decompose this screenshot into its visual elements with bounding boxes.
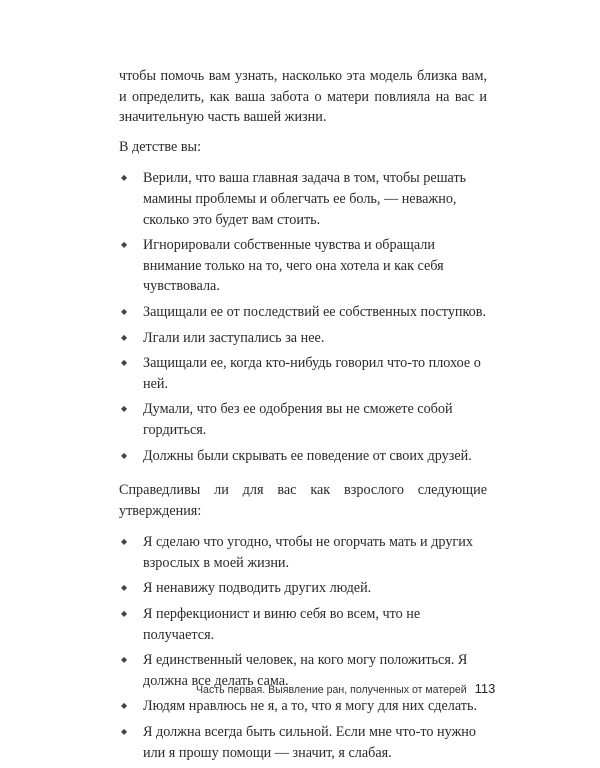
footer-section-title: Часть первая. Выявление ран, полученных от матерей: [196, 684, 467, 696]
list-item: [119, 328, 487, 349]
list-item: [119, 302, 487, 323]
diamond-bullet-icon: ◆: [121, 701, 128, 711]
list-item: [119, 168, 487, 230]
diamond-bullet-icon: ◆: [121, 609, 128, 619]
list-item: [119, 722, 487, 763]
intro-paragraph: чтобы помочь вам узнать, насколько эта модель близка вам, и определить, как ваша забота о матери повлияла на вас и значительную часть вашей жизни.: [119, 68, 487, 126]
childhood-heading: В детстве вы:: [119, 138, 202, 155]
list-item-text: Должны были скрывать ее поведение от своих друзей.: [143, 447, 472, 464]
list-item-text: Защищали ее от последствий ее собственных поступков.: [143, 303, 487, 320]
diamond-bullet-icon: ◆: [121, 583, 128, 593]
diamond-bullet-icon: ◆: [121, 655, 128, 665]
list-item: [119, 532, 487, 573]
list-item-text: Лгали или заступались за нее.: [143, 329, 325, 346]
list-item-text: Думали, что без ее одобрения вы не сможете собой гордиться.: [143, 401, 453, 438]
list-item-text: Я ненавижу подводить других людей.: [143, 580, 372, 597]
list-item-text: Людям нравлюсь не я, а то, что я могу для них сделать.: [143, 698, 477, 715]
list-item-text: Я единственный человек, на кого могу положиться. Я должна все делать сама.: [143, 652, 468, 689]
list-item-text: Я сделаю что угодно, чтобы не огорчать мать и других взрослых в моей жизни.: [143, 534, 473, 571]
list-item: [119, 235, 487, 297]
childhood-list: [119, 168, 487, 466]
diamond-bullet-icon: ◆: [121, 332, 128, 342]
diamond-bullet-icon: ◆: [121, 358, 128, 368]
list-item-text: Защищали ее, когда кто-нибудь говорил что-то плохое о ней.: [143, 355, 481, 392]
diamond-bullet-icon: ◆: [121, 240, 128, 250]
diamond-bullet-icon: ◆: [121, 727, 128, 737]
page-footer: [196, 681, 496, 696]
diamond-bullet-icon: ◆: [121, 537, 128, 547]
book-page-body: [119, 66, 487, 768]
page-number: 113: [474, 681, 496, 696]
list-item: [119, 353, 487, 394]
diamond-bullet-icon: ◆: [121, 173, 128, 183]
adult-heading: Справедливы ли для вас как взрослого следующие утверждения:: [119, 482, 487, 519]
diamond-bullet-icon: ◆: [121, 404, 128, 414]
adult-list: [119, 532, 487, 763]
list-item: [119, 399, 487, 440]
list-item: [119, 696, 487, 717]
diamond-bullet-icon: ◆: [121, 306, 128, 316]
list-item-text: Игнорировали собственные чувства и обращали внимание только на то, чего она хотела и как себя чувствовала.: [143, 237, 444, 295]
diamond-bullet-icon: ◆: [121, 450, 128, 460]
list-item-text: Верили, что ваша главная задача в том, чтобы решать мамины проблемы и облегчать ее боль, — неважно, сколько это будет вам стоить.: [143, 170, 467, 228]
list-item: [119, 578, 487, 599]
list-item-text: Я перфекционист и виню себя во всем, что не получается.: [143, 606, 421, 643]
list-item: [119, 446, 487, 467]
list-item-text: Я должна всегда быть сильной. Если мне что-то нужно или я прошу помощи — значит, я слабая.: [143, 724, 476, 761]
list-item: [119, 604, 487, 645]
